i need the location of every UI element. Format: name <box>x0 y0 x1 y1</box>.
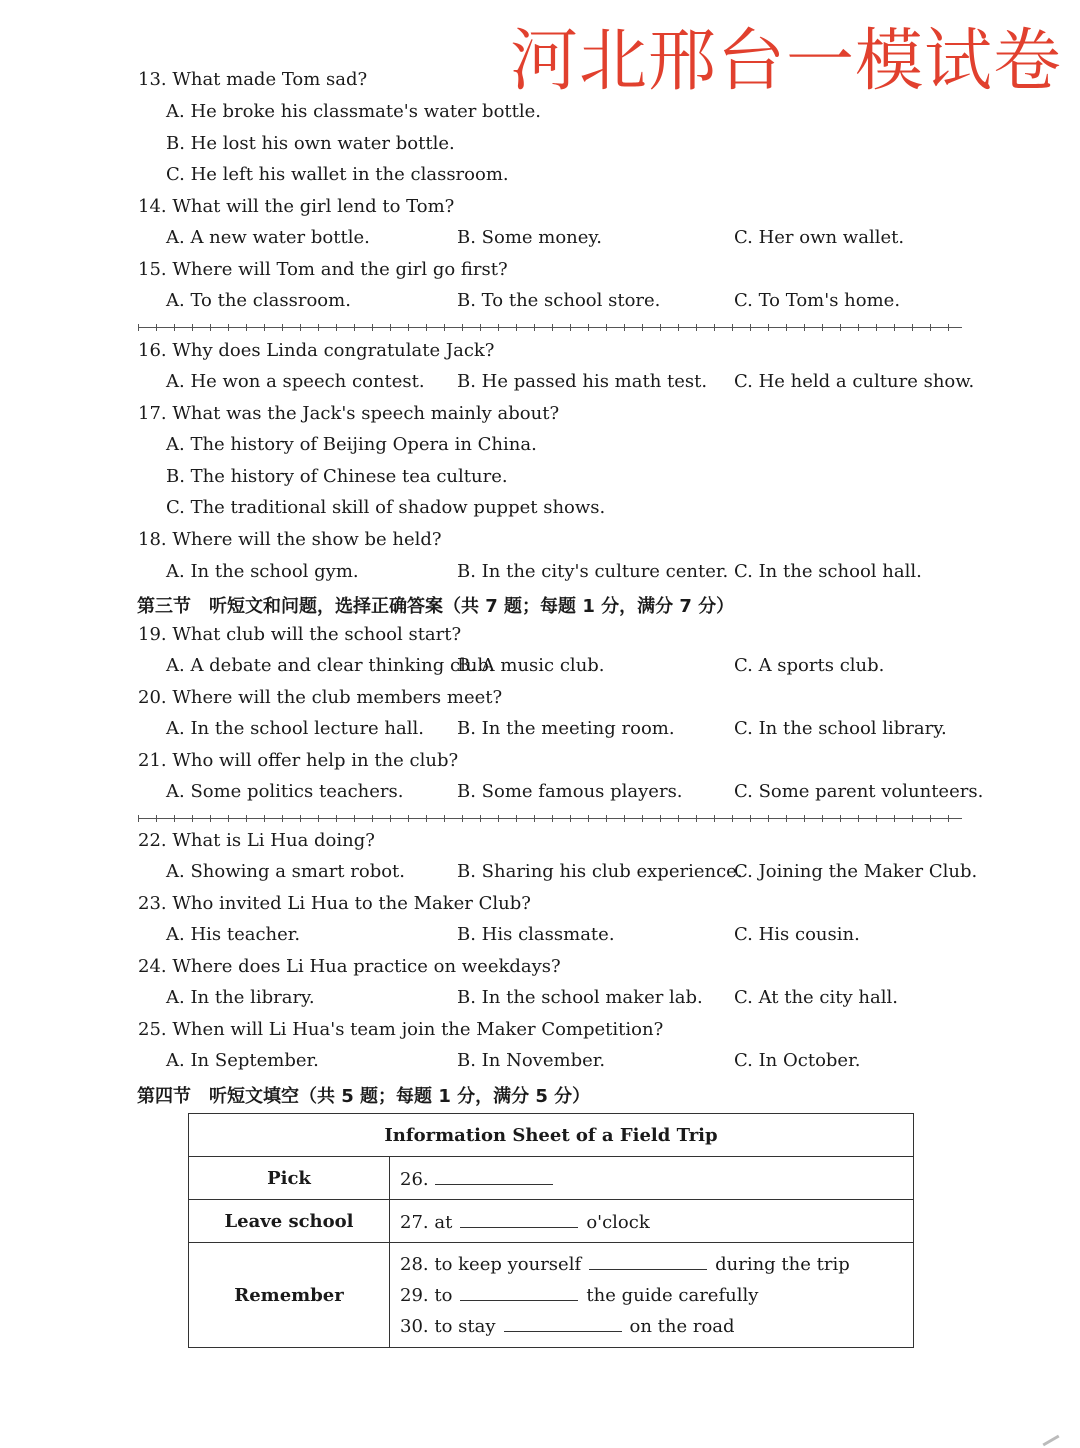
option-16b: B. He passed his math test. <box>457 371 708 392</box>
answer-blank-30[interactable] <box>504 1313 622 1332</box>
question-14: 14. What will the girl lend to Tom? <box>138 196 455 217</box>
label-pick: Pick <box>189 1157 390 1200</box>
option-24b: B. In the school maker lab. <box>457 987 703 1008</box>
section-3-heading: 第三节 听短文和问题，选择正确答案（共 7 题；每题 1 分，满分 7 分） <box>137 596 735 617</box>
item-26-number: 26. <box>400 1169 429 1190</box>
option-23b: B. His classmate. <box>457 924 615 945</box>
option-25c: C. In October. <box>734 1050 861 1071</box>
option-18a: A. In the school gym. <box>166 561 359 582</box>
option-19a: A. A debate and clear thinking club. <box>166 655 495 676</box>
question-24: 24. Where does Li Hua practice on weekdays? <box>138 956 561 977</box>
dashed-divider <box>138 818 962 819</box>
item-29-suffix: the guide carefully <box>586 1284 759 1306</box>
item-30-prefix: 30. to stay <box>400 1315 496 1337</box>
row-29 <box>400 1280 903 1311</box>
option-17c: C. The traditional skill of shadow puppet shows. <box>166 497 606 518</box>
option-13a: A. He broke his classmate's water bottle. <box>166 101 542 122</box>
row-30 <box>400 1311 903 1342</box>
option-13b: B. He lost his own water bottle. <box>166 133 455 154</box>
label-leave-school: Leave school <box>189 1200 390 1243</box>
option-13c: C. He left his wallet in the classroom. <box>166 164 509 185</box>
question-18: 18. Where will the show be held? <box>138 529 442 550</box>
option-15c: C. To Tom's home. <box>734 290 901 311</box>
question-21: 21. Who will offer help in the club? <box>138 750 459 771</box>
item-30-suffix: on the road <box>629 1315 735 1337</box>
option-15b: B. To the school store. <box>457 290 661 311</box>
option-24c: C. At the city hall. <box>734 987 898 1008</box>
answer-blank-27[interactable] <box>460 1209 578 1228</box>
option-15a: A. To the classroom. <box>166 290 351 311</box>
answer-blank-29[interactable] <box>460 1282 578 1301</box>
table-title: Information Sheet of a Field Trip <box>189 1114 914 1157</box>
item-28-suffix: during the trip <box>715 1253 850 1275</box>
option-16c: C. He held a culture show. <box>734 371 975 392</box>
question-25: 25. When will Li Hua's team join the Maker Competition? <box>138 1019 664 1040</box>
banner-title: 河北邢台一模试卷 <box>510 22 1063 101</box>
question-23: 23. Who invited Li Hua to the Maker Club? <box>138 893 531 914</box>
option-20b: B. In the meeting room. <box>457 718 675 739</box>
corner-mark <box>1042 1435 1059 1447</box>
option-20a: A. In the school lecture hall. <box>166 718 424 739</box>
answer-blank-28[interactable] <box>589 1251 707 1270</box>
option-14b: B. Some money. <box>457 227 602 248</box>
option-18c: C. In the school hall. <box>734 561 922 582</box>
item-27-suffix: o'clock <box>586 1212 650 1233</box>
question-16: 16. Why does Linda congratulate Jack? <box>138 340 495 361</box>
option-25a: A. In September. <box>166 1050 319 1071</box>
option-19c: C. A sports club. <box>734 655 885 676</box>
option-22c: C. Joining the Maker Club. <box>734 861 978 882</box>
item-28-prefix: 28. to keep yourself <box>400 1253 582 1275</box>
option-22b: B. Sharing his club experience. <box>457 861 743 882</box>
row-28 <box>400 1249 903 1280</box>
option-20c: C. In the school library. <box>734 718 947 739</box>
option-21a: A. Some politics teachers. <box>166 781 404 802</box>
question-13: 13. What made Tom sad? <box>138 69 368 90</box>
question-15: 15. Where will Tom and the girl go first? <box>138 259 508 280</box>
item-27-prefix: 27. at <box>400 1212 453 1233</box>
option-22a: A. Showing a smart robot. <box>166 861 406 882</box>
option-24a: A. In the library. <box>166 987 315 1008</box>
option-18b: B. In the city's culture center. <box>457 561 729 582</box>
section-4-heading: 第四节 听短文填空（共 5 题；每题 1 分，满分 5 分） <box>137 1086 591 1107</box>
question-19: 19. What club will the school start? <box>138 624 462 645</box>
dashed-divider <box>138 327 962 328</box>
label-remember: Remember <box>189 1243 390 1348</box>
item-29-prefix: 29. to <box>400 1284 453 1306</box>
option-19b: B. A music club. <box>457 655 605 676</box>
row-27 <box>390 1200 914 1243</box>
option-17a: A. The history of Beijing Opera in China. <box>166 434 537 455</box>
question-20: 20. Where will the club members meet? <box>138 687 503 708</box>
option-16a: A. He won a speech contest. <box>166 371 425 392</box>
remember-rows <box>390 1243 914 1348</box>
option-21b: B. Some famous players. <box>457 781 683 802</box>
question-17: 17. What was the Jack's speech mainly about? <box>138 403 560 424</box>
option-23c: C. His cousin. <box>734 924 860 945</box>
row-26 <box>390 1157 914 1200</box>
option-21c: C. Some parent volunteers. <box>734 781 984 802</box>
option-23a: A. His teacher. <box>166 924 301 945</box>
option-25b: B. In November. <box>457 1050 606 1071</box>
answer-blank-26[interactable] <box>435 1166 553 1185</box>
option-14a: A. A new water bottle. <box>166 227 370 248</box>
field-trip-info-table <box>188 1113 914 1348</box>
question-22: 22. What is Li Hua doing? <box>138 830 375 851</box>
option-14c: C. Her own wallet. <box>734 227 905 248</box>
option-17b: B. The history of Chinese tea culture. <box>166 466 508 487</box>
